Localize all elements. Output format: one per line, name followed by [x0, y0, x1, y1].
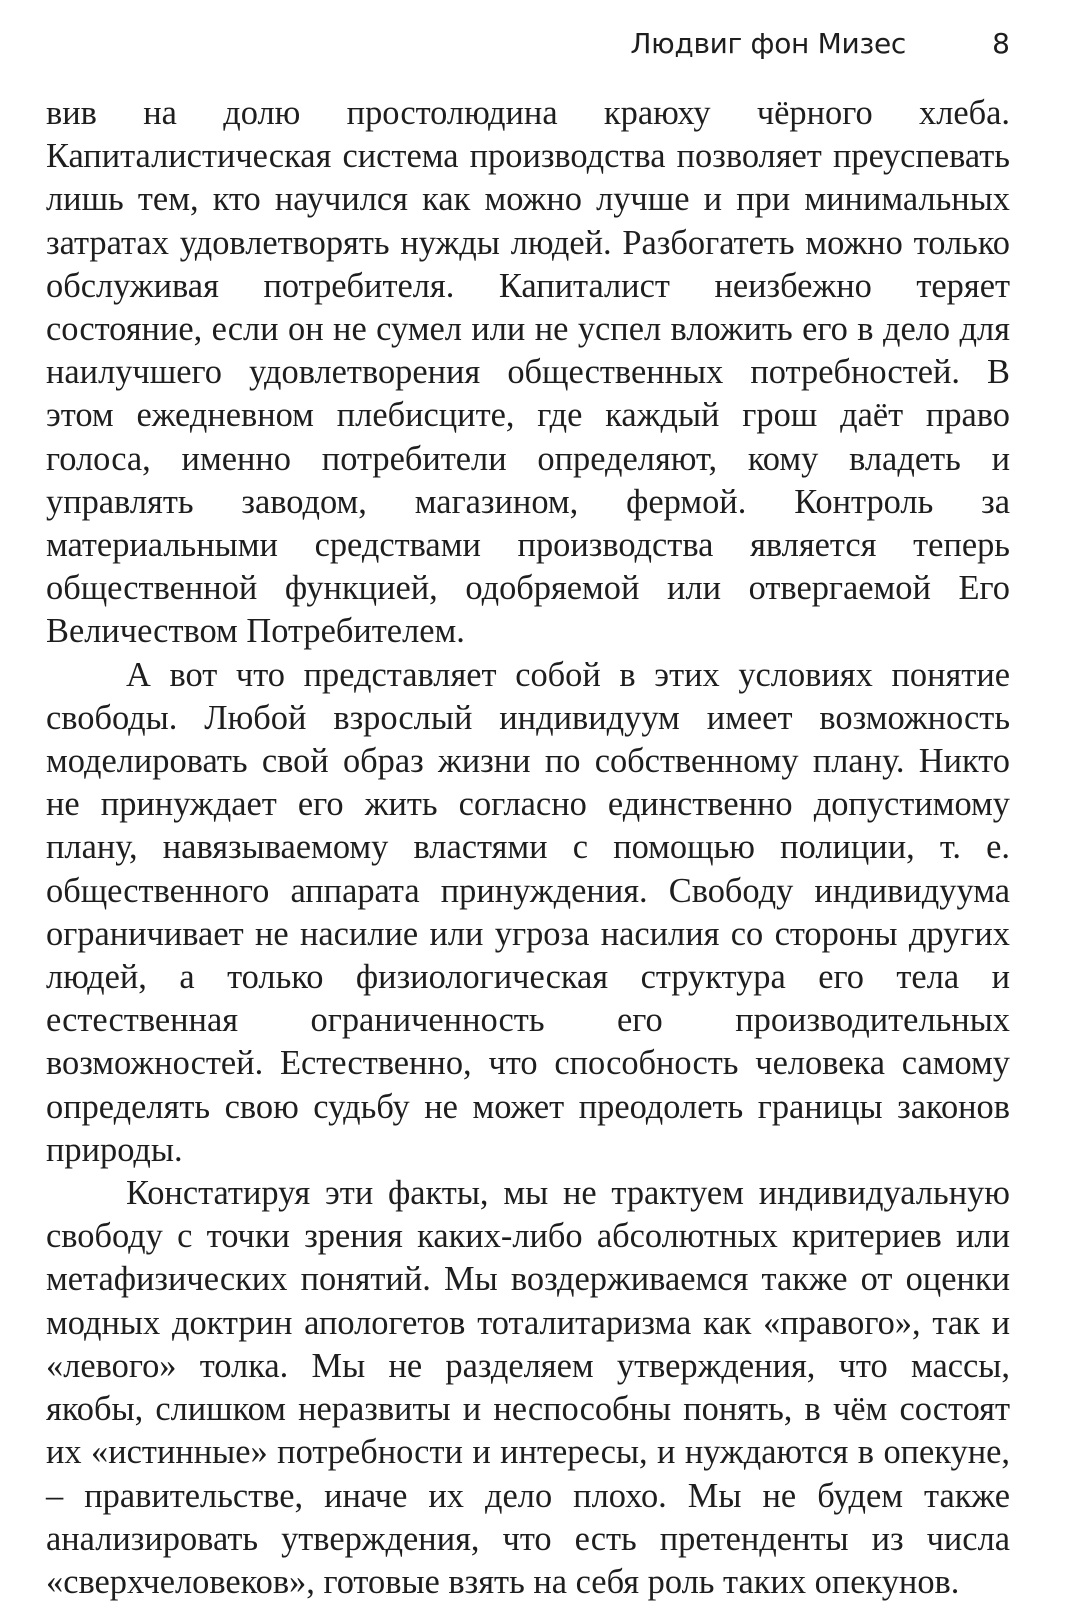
paragraph-freedom: А вот что представляет собой в этих условиях понятие свободы. Любой взрослый индивидуум имеет возможность моделировать свой образ жизни по собственному плану. Никто не принуждает его жить согласно единственно допустимому плану, навязываемому властями с помощью полиции, т. е. общественного аппарата принуждения. Свободу индивидуума ограничивает не насилие или угроза насилия со стороны других людей, а только физиологическая структура его тела и естественная ограниченность его производительных возможностей. Естественно, что способность человека самому определять свою судьбу не может преодолеть границы законов природы. — [46, 655, 1010, 1169]
running-header — [46, 22, 1010, 66]
header-author: Людвиг фон Мизес — [630, 27, 906, 60]
paragraph-continuation: вив на долю простолюдина краюху чёрного хлеба. Капиталистическая система производства позволяет преуспевать лишь тем, кто научился как можно лучше и при минимальных затратах удовлетворять нужды людей. Разбогатеть можно только обслуживая потребителя. Капиталист неизбежно теряет состояние, если он не сумел или не успел вложить его в дело для наилучшего удовлетворения общественных потребностей. В этом ежедневном плебисците, где каждый грош даёт право голоса, именно потребители определяют, кому владеть и управлять заводом, магазином, фермой. Контроль за материальными средствами производства является теперь общественной функцией, одобряемой или отвергаемой Его Величеством Потребителем. — [46, 94, 1010, 651]
body-text — [46, 92, 1010, 1604]
paragraph-facts: Констатируя эти факты, мы не трактуем индивидуальную свободу с точки зрения каких-либо абсолютных критериев или метафизических понятий. Мы воздерживаемся также от оценки модных доктрин апологетов тоталитаризма как «правого», так и «левого» толка. Мы не разделяем утверждения, что массы, якобы, слишком неразвиты и неспособны понять, в чём состоят их «истинные» потребности и интересы, и нуждаются в опекуне, – правительстве, иначе их дело плохо. Мы не будем также анализировать утверждения, что есть претенденты из числа «сверхчеловеков», готовые взять на себя роль таких опекунов. — [46, 1174, 1010, 1601]
page-number: 8 — [992, 27, 1010, 60]
